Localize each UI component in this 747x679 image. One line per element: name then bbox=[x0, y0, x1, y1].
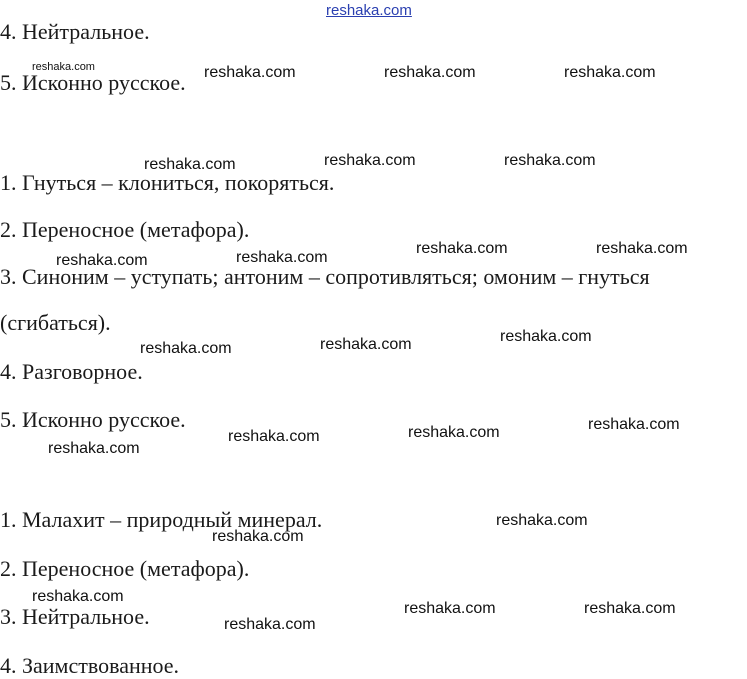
answer-line-5: 3. Синоним – уступать; антоним – сопротивляться; омоним – гнуться bbox=[0, 264, 650, 289]
watermark: reshaka.com bbox=[140, 340, 232, 357]
watermark: reshaka.com bbox=[564, 64, 656, 81]
answer-line-6: (сгибаться). bbox=[0, 310, 111, 335]
watermark: reshaka.com bbox=[32, 61, 95, 73]
watermark: reshaka.com bbox=[504, 152, 596, 169]
watermark: reshaka.com bbox=[56, 252, 148, 269]
watermark: reshaka.com bbox=[584, 600, 676, 617]
watermark: reshaka.com bbox=[384, 64, 476, 81]
answer-line-3: 1. Гнуться – клониться, покоряться. bbox=[0, 170, 335, 195]
watermark: reshaka.com bbox=[500, 328, 592, 345]
answer-line-7: 4. Разговорное. bbox=[0, 359, 143, 384]
watermark: reshaka.com bbox=[588, 416, 680, 433]
watermark: reshaka.com bbox=[212, 528, 304, 545]
watermark: reshaka.com bbox=[204, 64, 296, 81]
answer-line-8: 5. Исконно русское. bbox=[0, 407, 186, 432]
watermark: reshaka.com bbox=[144, 156, 236, 173]
watermark: reshaka.com bbox=[320, 336, 412, 353]
watermark: reshaka.com bbox=[404, 600, 496, 617]
watermark: reshaka.com bbox=[32, 588, 124, 605]
watermark: reshaka.com bbox=[416, 240, 508, 257]
watermark: reshaka.com bbox=[408, 424, 500, 441]
watermark: reshaka.com bbox=[596, 240, 688, 257]
watermark: reshaka.com bbox=[224, 616, 316, 633]
watermark: reshaka.com bbox=[236, 249, 328, 266]
answer-line-1: 4. Нейтральное. bbox=[0, 19, 150, 44]
site-watermark-link[interactable]: reshaka.com bbox=[326, 2, 412, 19]
answer-line-12: 4. Заимствованное. bbox=[0, 653, 180, 678]
watermark: reshaka.com bbox=[48, 440, 140, 457]
answer-line-11: 3. Нейтральное. bbox=[0, 604, 150, 629]
answer-line-10: 2. Переносное (метафора). bbox=[0, 556, 250, 581]
watermark: reshaka.com bbox=[324, 152, 416, 169]
answer-line-2: 5. Исконно русское. bbox=[0, 70, 186, 95]
watermark: reshaka.com bbox=[228, 428, 320, 445]
watermark: reshaka.com bbox=[496, 512, 588, 529]
answer-line-4: 2. Переносное (метафора). bbox=[0, 217, 250, 242]
answer-line-9: 1. Малахит – природный минерал. bbox=[0, 507, 323, 532]
